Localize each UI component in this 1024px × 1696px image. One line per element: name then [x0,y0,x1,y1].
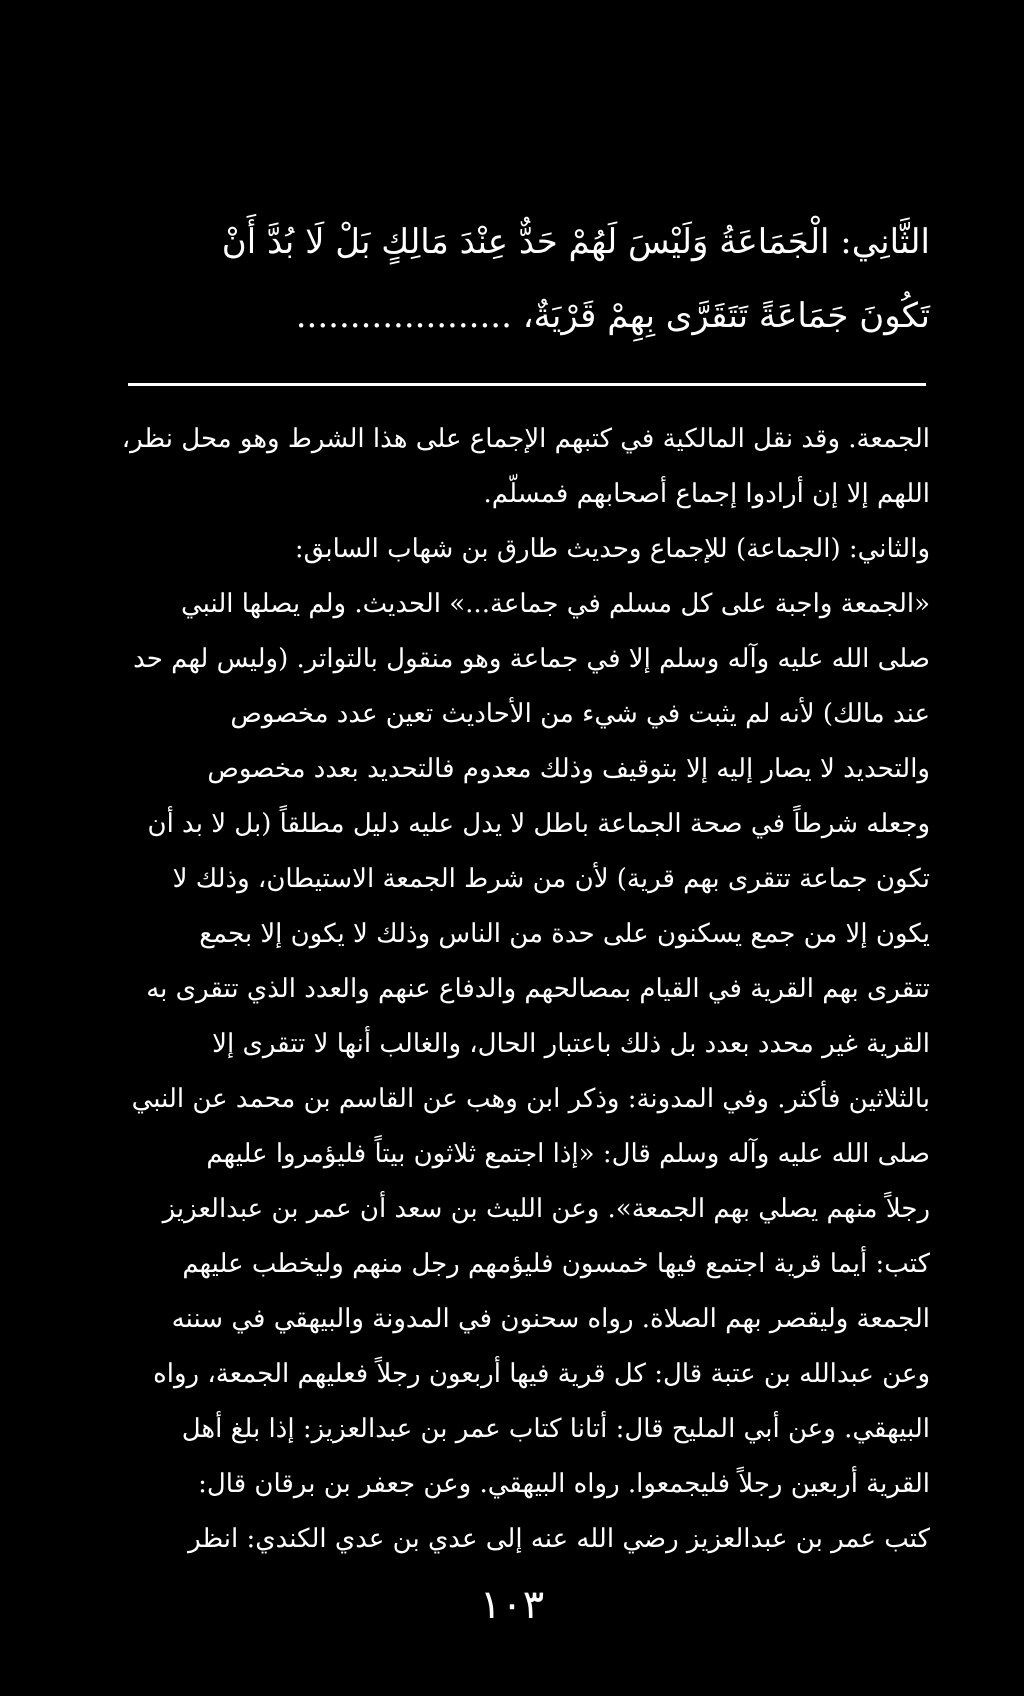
footnote-line: الجمعة وليقصر بهم الصلاة. رواه سحنون في المدونة والبيهقي في سننه [171,1304,930,1334]
footnote-line: القرية غير محدد بعدد بل ذلك باعتبار الحال، والغالب أنها لا تتقرى إلا [212,1029,930,1059]
footnote-line: رجلاً منهم يصلي بهم الجمعة». وعن الليث بن سعد أن عمر بن عبدالعزيز [162,1194,930,1224]
footnote-line: صلى الله عليه وآله وسلم إلا في جماعة وهو منقول بالتواتر. (وليس لهم حد [133,644,930,674]
main-text-line: تَكُونَ جَمَاعَةً تَتَقَرَّى بِهِمْ قَرْيَةٌ، .................... [295,296,930,336]
footnote-line: «الجمعة واجبة على كل مسلم في جماعة...» الحديث. ولم يصلها النبي [181,589,930,619]
main-text-line: الثَّانِي: الْجَمَاعَةُ وَلَيْسَ لَهُمْ حَدٌّ عِنْدَ مَالِكٍ بَلْ لَا بُدَّ أَنْ [221,222,930,262]
page-number: ١٠٣ [479,1582,545,1628]
footnote-line: كتب عمر بن عبدالعزيز رضي الله عنه إلى عدي بن عدي الكندي: انظر [188,1524,930,1554]
footnote-line: وجعله شرطاً في صحة الجماعة باطل لا يدل عليه دليل مطلقاً (بل لا بد أن [147,809,930,839]
footnote-line: البيهقي. وعن أبي المليح قال: أتانا كتاب عمر بن عبدالعزيز: إذا بلغ أهل [181,1414,930,1444]
footnote-line: الجمعة. وقد نقل المالكية في كتبهم الإجماع على هذا الشرط وهو محل نظر، [121,424,930,454]
footnote-line: اللهم إلا إن أرادوا إجماع أصحابهم فمسلّم. [483,479,930,509]
footnote-line: والتحديد لا يصار إليه إلا بتوقيف وذلك معدوم فالتحديد بعدد مخصوص [207,754,930,784]
footnote-line: القرية أربعين رجلاً فليجمعوا. رواه البيهقي. وعن جعفر بن برقان قال: [198,1469,930,1499]
footnote-line: بالثلاثين فأكثر. وفي المدونة: وذكر ابن وهب عن القاسم بن محمد عن النبي [131,1084,930,1114]
footnote-line: والثاني: (الجماعة) للإجماع وحديث طارق بن شهاب السابق: [294,534,930,564]
footnote-line: عند مالك) لأنه لم يثبت في شيء من الأحاديث تعين عدد مخصوص [230,699,930,729]
footnotes [118,412,930,1567]
footnote-line: كتب: أيما قرية اجتمع فيها خمسون فليؤمهم رجل منهم وليخطب عليهم [182,1249,930,1279]
footnote-line: وعن عبدالله بن عتبة قال: كل قرية فيها أربعون رجلاً فعليهم الجمعة، رواه [153,1359,930,1389]
footnote-line: صلى الله عليه وآله وسلم قال: «إذا اجتمع ثلاثون بيتاً فليؤمروا عليهم [206,1139,930,1169]
main-text [110,205,930,353]
footnote-line: تتقرى بهم القرية في القيام بمصالحهم والدفاع عنهم والعدد الذي تتقرى به [146,974,930,1004]
footnote-line: يكون إلا من جمع يسكنون على حدة من الناس وذلك لا يكون إلا بجمع [199,919,930,949]
footnote-separator [128,383,926,386]
footnote-line: تكون جماعة تتقرى بهم قرية) لأن من شرط الجمعة الاستيطان، وذلك لا [172,864,930,894]
